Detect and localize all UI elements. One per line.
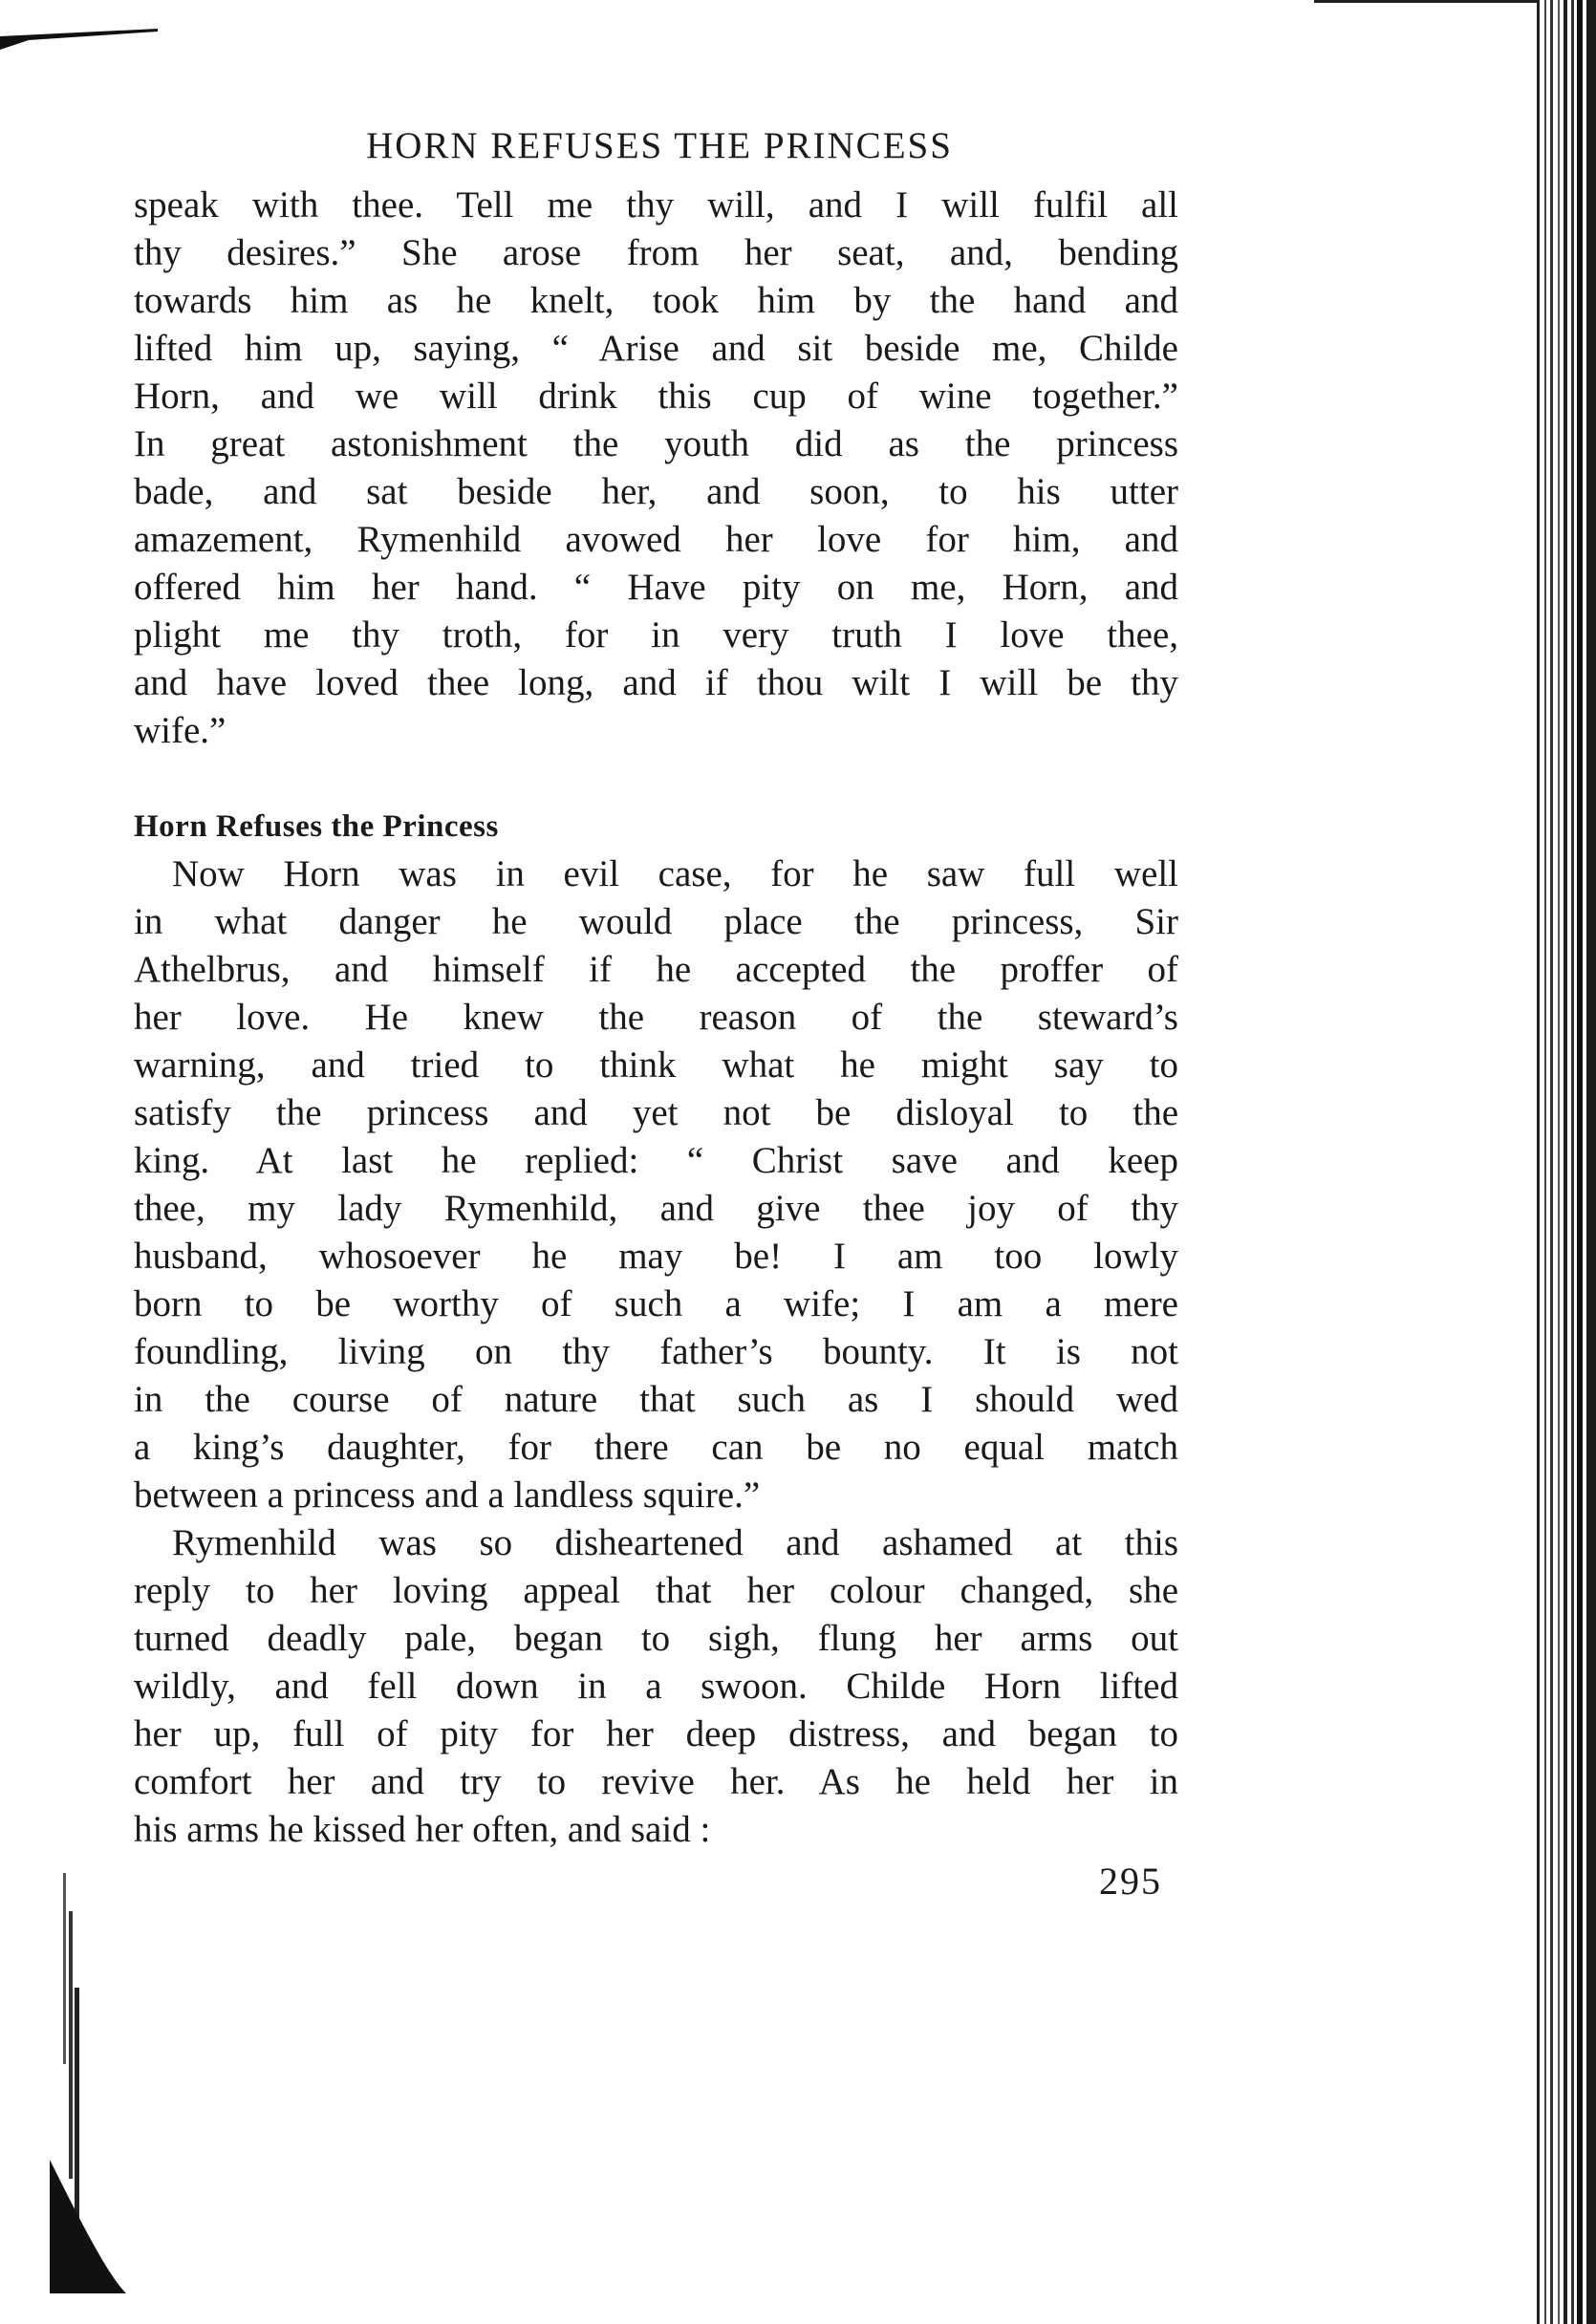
text-line: offered him her hand. “ Have pity on me, Horn, and <box>134 567 1178 608</box>
section-heading: Horn Refuses the Princess <box>134 809 499 844</box>
text-line: Athelbrus, and himself if he accepted the proffer of <box>134 949 1178 990</box>
running-header: HORN REFUSES THE PRINCESS <box>366 125 953 166</box>
text-line: a king’s daughter, for there can be no equal match <box>134 1427 1178 1468</box>
text-line: thee, my lady Rymenhild, and give thee joy of thy <box>134 1188 1178 1229</box>
text-line: turned deadly pale, began to sigh, flung her arms out <box>134 1618 1178 1659</box>
page-number: 295 <box>1099 1860 1162 1903</box>
text-line: in what danger he would place the princess, Sir <box>134 901 1178 942</box>
scan-top-rule <box>1314 0 1543 3</box>
scan-edge-mark <box>0 29 158 50</box>
text-line: bade, and sat beside her, and soon, to his utter <box>134 471 1178 512</box>
text-line: and have loved thee long, and if thou wilt I will be thy <box>134 662 1178 703</box>
text-line: wildly, and fell down in a swoon. Childe Horn lifted <box>134 1666 1178 1707</box>
text-line: speak with thee. Tell me thy will, and I will fulfil all <box>134 184 1178 226</box>
text-line: warning, and tried to think what he might say to <box>134 1044 1178 1086</box>
paragraph-continuation <box>134 182 1178 755</box>
text-line: Horn, and we will drink this cup of wine together.” <box>134 376 1178 417</box>
text-line: thy desires.” She arose from her seat, and, bending <box>134 232 1178 273</box>
text-line: Rymenhild was so disheartened and ashamed at this <box>172 1522 1178 1563</box>
text-line: towards him as he knelt, took him by the hand and <box>134 280 1178 321</box>
text-line: between a princess and a landless squire.” <box>134 1474 761 1516</box>
body-text <box>134 182 1178 1854</box>
text-line: comfort her and try to revive her. As he held her in <box>134 1761 1178 1802</box>
text-line: his arms he kissed her often, and said : <box>134 1809 711 1850</box>
text-line: lifted him up, saying, “ Arise and sit beside me, Childe <box>134 328 1178 369</box>
text-line: born to be worthy of such a wife; I am a mere <box>134 1283 1178 1324</box>
book-binding-edge <box>1537 0 1596 2324</box>
text-line: satisfy the princess and yet not be disloyal to the <box>134 1092 1178 1133</box>
text-line: king. At last he replied: “ Christ save and keep <box>134 1140 1178 1181</box>
book-spine-shadow <box>50 1873 126 2293</box>
text-line: husband, whosoever he may be! I am too lowly <box>134 1236 1178 1277</box>
text-line: Now Horn was in evil case, for he saw full well <box>172 853 1178 894</box>
text-line: her up, full of pity for her deep distress, and began to <box>134 1713 1178 1754</box>
text-line: amazement, Rymenhild avowed her love for him, and <box>134 519 1178 560</box>
text-line: her love. He knew the reason of the steward’s <box>134 997 1178 1038</box>
text-line: reply to her loving appeal that her colour changed, she <box>134 1570 1178 1611</box>
text-line: wife.” <box>134 710 226 751</box>
text-line: In great astonishment the youth did as the princess <box>134 423 1178 464</box>
text-line: foundling, living on thy father’s bounty. It is not <box>134 1331 1178 1372</box>
text-line: in the course of nature that such as I should wed <box>134 1379 1178 1420</box>
paragraph <box>134 850 1178 1519</box>
paragraph <box>134 1519 1178 1854</box>
text-line: plight me thy troth, for in very truth I love thee, <box>134 614 1178 656</box>
